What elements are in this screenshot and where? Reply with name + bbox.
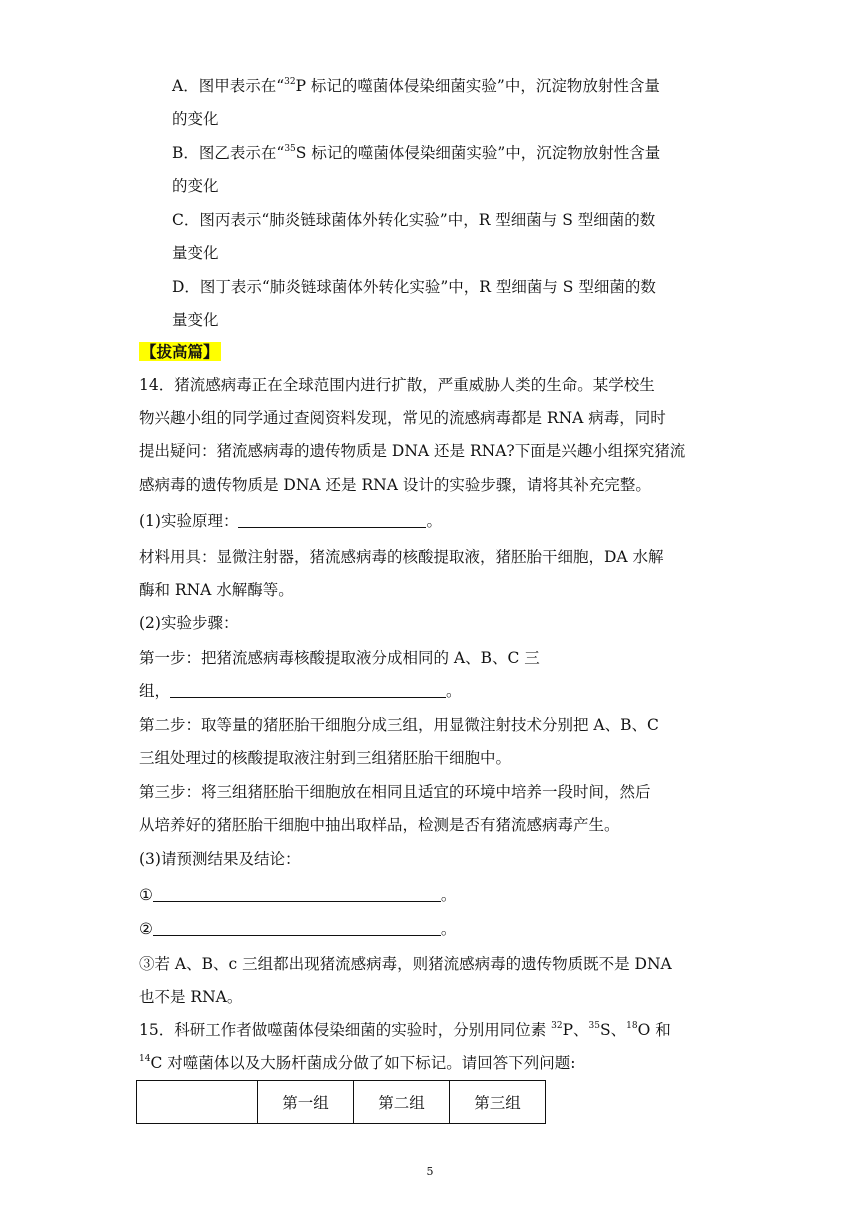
q14-step1-line2: 组， 。 bbox=[139, 682, 462, 700]
q14-steps-heading: (2)实验步骤： bbox=[139, 614, 239, 632]
q14-principle: (1)实验原理： 。 bbox=[139, 512, 442, 530]
q14-result1: ① 。 bbox=[139, 886, 457, 904]
q14-line2: 物兴趣小组的同学通过查阅资料发现，常见的流感病毒都是 RNA 病毒，同时 bbox=[139, 409, 666, 427]
q15-line2: $^{14}$C 对噬菌体以及大肠杆菌成分做了如下标记。请回答下列问题: bbox=[139, 1054, 576, 1072]
answer-blank-result1[interactable] bbox=[153, 885, 441, 902]
option-c-line1: C．图丙表示“肺炎链球菌体外转化实验”中，R 型细菌与 S 型细菌的数 bbox=[172, 211, 656, 229]
q14-line1: 14．猪流感病毒正在全球范围内进行扩散，严重威胁人类的生命。某学校生 bbox=[139, 376, 655, 394]
option-c-line2: 量变化 bbox=[172, 244, 219, 262]
q14-step3-line1: 第三步：将三组猪胚胎干细胞放在相同且适宜的环境中培养一段时间，然后 bbox=[139, 783, 651, 801]
q14-step2-line1: 第二步：取等量的猪胚胎干细胞分成三组，用显微注射技术分别把 A、B、C bbox=[139, 716, 659, 734]
table-header-group1: 第一组 bbox=[258, 1081, 354, 1124]
option-d-line1: D．图丁表示“肺炎链球菌体外转化实验”中，R 型细菌与 S 型细菌的数 bbox=[172, 278, 656, 296]
table-corner-cell bbox=[137, 1081, 258, 1124]
option-a-line1: A．图甲表示在“$^{32}$P 标记的噬菌体侵染细菌实验”中，沉淀物放射性含量 bbox=[172, 77, 660, 95]
q14-result2: ② 。 bbox=[139, 920, 457, 938]
q14-line3: 提出疑问：猪流感病毒的遗传物质是 DNA 还是 RNA?下面是兴趣小组探究猪流 bbox=[139, 442, 686, 460]
option-a-line2: 的变化 bbox=[172, 110, 219, 128]
q14-result3-line1: ③若 A、B、c 三组都出现猪流感病毒，则猪流感病毒的遗传物质既不是 DNA bbox=[139, 955, 672, 973]
option-d-line2: 量变化 bbox=[172, 311, 219, 329]
q14-step3-line2: 从培养好的猪胚胎干细胞中抽出取样品，检测是否有猪流感病毒产生。 bbox=[139, 816, 620, 834]
section-badge: 【拔高篇】 bbox=[141, 342, 219, 361]
q14-line4: 感病毒的遗传物质是 DNA 还是 RNA 设计的实验步骤，请将其补充完整。 bbox=[139, 476, 651, 494]
option-b-line1: B．图乙表示在“$^{35}$S 标记的噬菌体侵染细菌实验”中，沉淀物放射性含量 bbox=[172, 144, 661, 162]
q14-results-heading: (3)请预测结果及结论： bbox=[139, 850, 301, 868]
answer-blank-principle[interactable] bbox=[238, 511, 426, 528]
q14-step1-line1: 第一步：把猪流感病毒核酸提取液分成相同的 A、B、C 三 bbox=[139, 649, 540, 667]
table-header-group2: 第二组 bbox=[354, 1081, 450, 1124]
answer-blank-result2[interactable] bbox=[153, 919, 441, 936]
table-header-group3: 第三组 bbox=[450, 1081, 546, 1124]
q15-line1: 15．科研工作者做噬菌体侵染细菌的实验时，分别用同位素 $^{32}$P、$^{35}$S、$^{18}$O 和 bbox=[139, 1021, 671, 1039]
q14-materials-line1: 材料用具：显微注射器，猪流感病毒的核酸提取液，猪胚胎干细胞，DA 水解 bbox=[139, 548, 664, 566]
q14-result3-line2: 也不是 RNA。 bbox=[139, 988, 243, 1006]
q14-materials-line2: 酶和 RNA 水解酶等。 bbox=[139, 581, 294, 599]
table-row bbox=[137, 1081, 546, 1124]
option-b-line2: 的变化 bbox=[172, 177, 219, 195]
q14-step2-line2: 三组处理过的核酸提取液注射到三组猪胚胎干细胞中。 bbox=[139, 749, 512, 767]
answer-blank-step1[interactable] bbox=[170, 681, 446, 698]
isotope-table bbox=[136, 1080, 546, 1124]
page-number: 5 bbox=[426, 1165, 434, 1178]
